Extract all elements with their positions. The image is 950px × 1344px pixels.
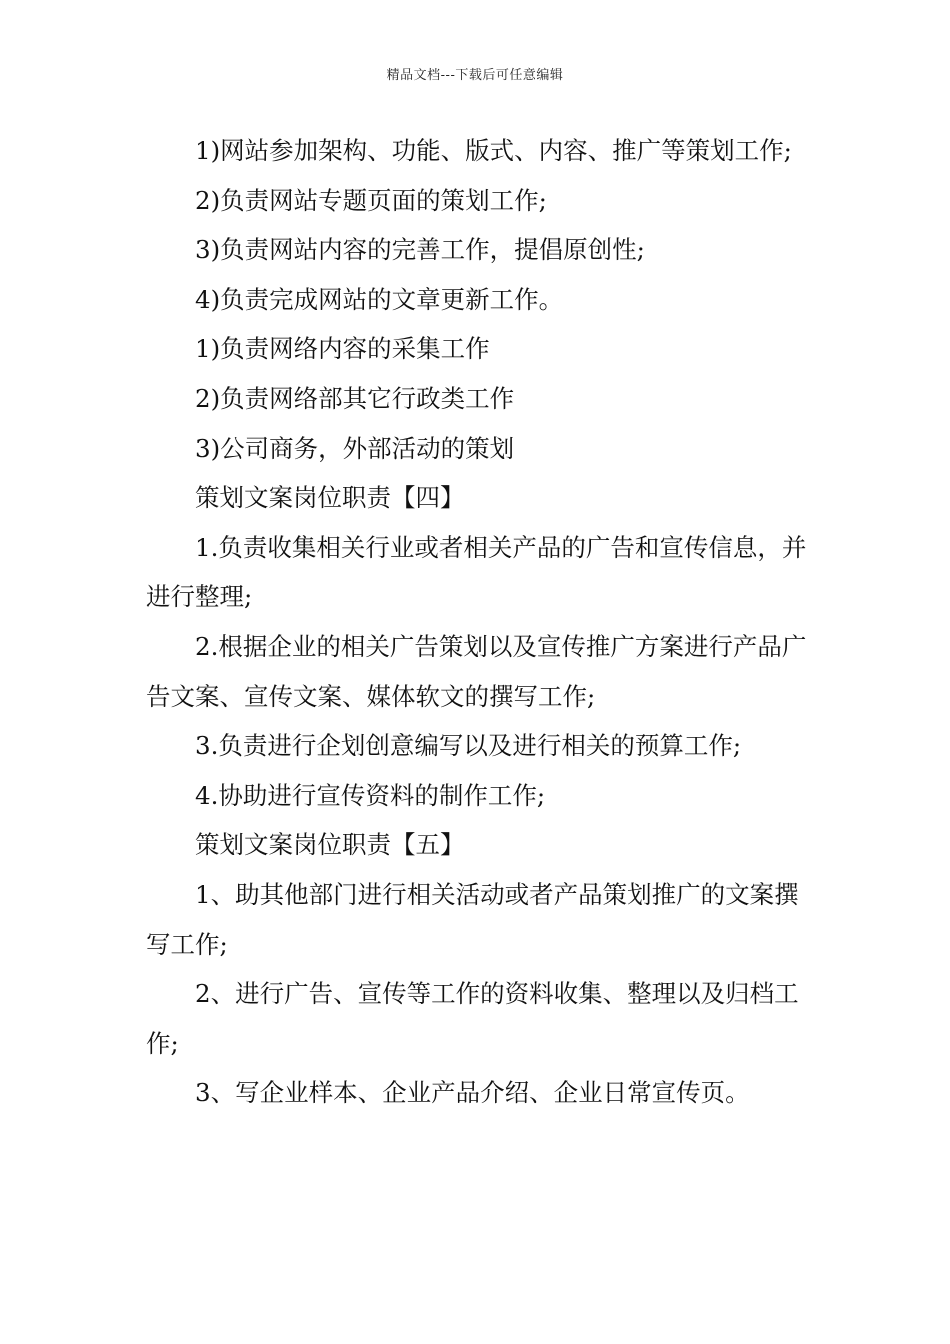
paragraph-duty-collect-info: 1.负责收集相关行业或者相关产品的广告和宣传信息，并进行整理;: [146, 532, 807, 612]
paragraph-duty-topic-pages: 2)负责网站专题页面的策划工作;: [195, 185, 547, 215]
paragraph-duty-assist-departments: 1、助其他部门进行相关活动或者产品策划推广的文案撰写工作;: [146, 879, 799, 959]
paragraph-duty-company-samples: 3、写企业样本、企业产品介绍、企业日常宣传页。: [195, 1078, 750, 1108]
paragraph-duty-copywriting: 2.根据企业的相关广告策划以及宣传推广方案进行产品广告文案、宣传文案、媒体软文的撰写工作;: [146, 631, 807, 711]
paragraph-duty-content-collection: 1)负责网络内容的采集工作: [195, 334, 490, 364]
paragraph-duty-admin-work: 2)负责网络部其它行政类工作: [195, 383, 515, 413]
paragraph-duty-content-improvement: 3)负责网站内容的完善工作，提倡原创性;: [195, 235, 645, 265]
paragraph-duty-website-planning: 1)网站参加架构、功能、版式、内容、推广等策划工作;: [195, 136, 792, 165]
section-heading-four: 策划文案岗位职责【四】: [195, 483, 465, 513]
paragraph-duty-budget: 3.负责进行企划创意编写以及进行相关的预算工作;: [195, 731, 742, 761]
paragraph-duty-materials: 4.协助进行宣传资料的制作工作;: [195, 780, 546, 810]
page-header: 精品文档---下载后可任意编辑: [386, 68, 564, 83]
paragraph-duty-business-events: 3)公司商务，外部活动的策划: [195, 433, 515, 463]
document-body: [146, 126, 810, 1118]
paragraph-duty-article-updates: 4)负责完成网站的文章更新工作。: [195, 284, 564, 314]
section-heading-five: 策划文案岗位职责【五】: [195, 830, 465, 860]
paragraph-duty-archive: 2、进行广告、宣传等工作的资料收集、整理以及归档工作;: [146, 979, 799, 1058]
